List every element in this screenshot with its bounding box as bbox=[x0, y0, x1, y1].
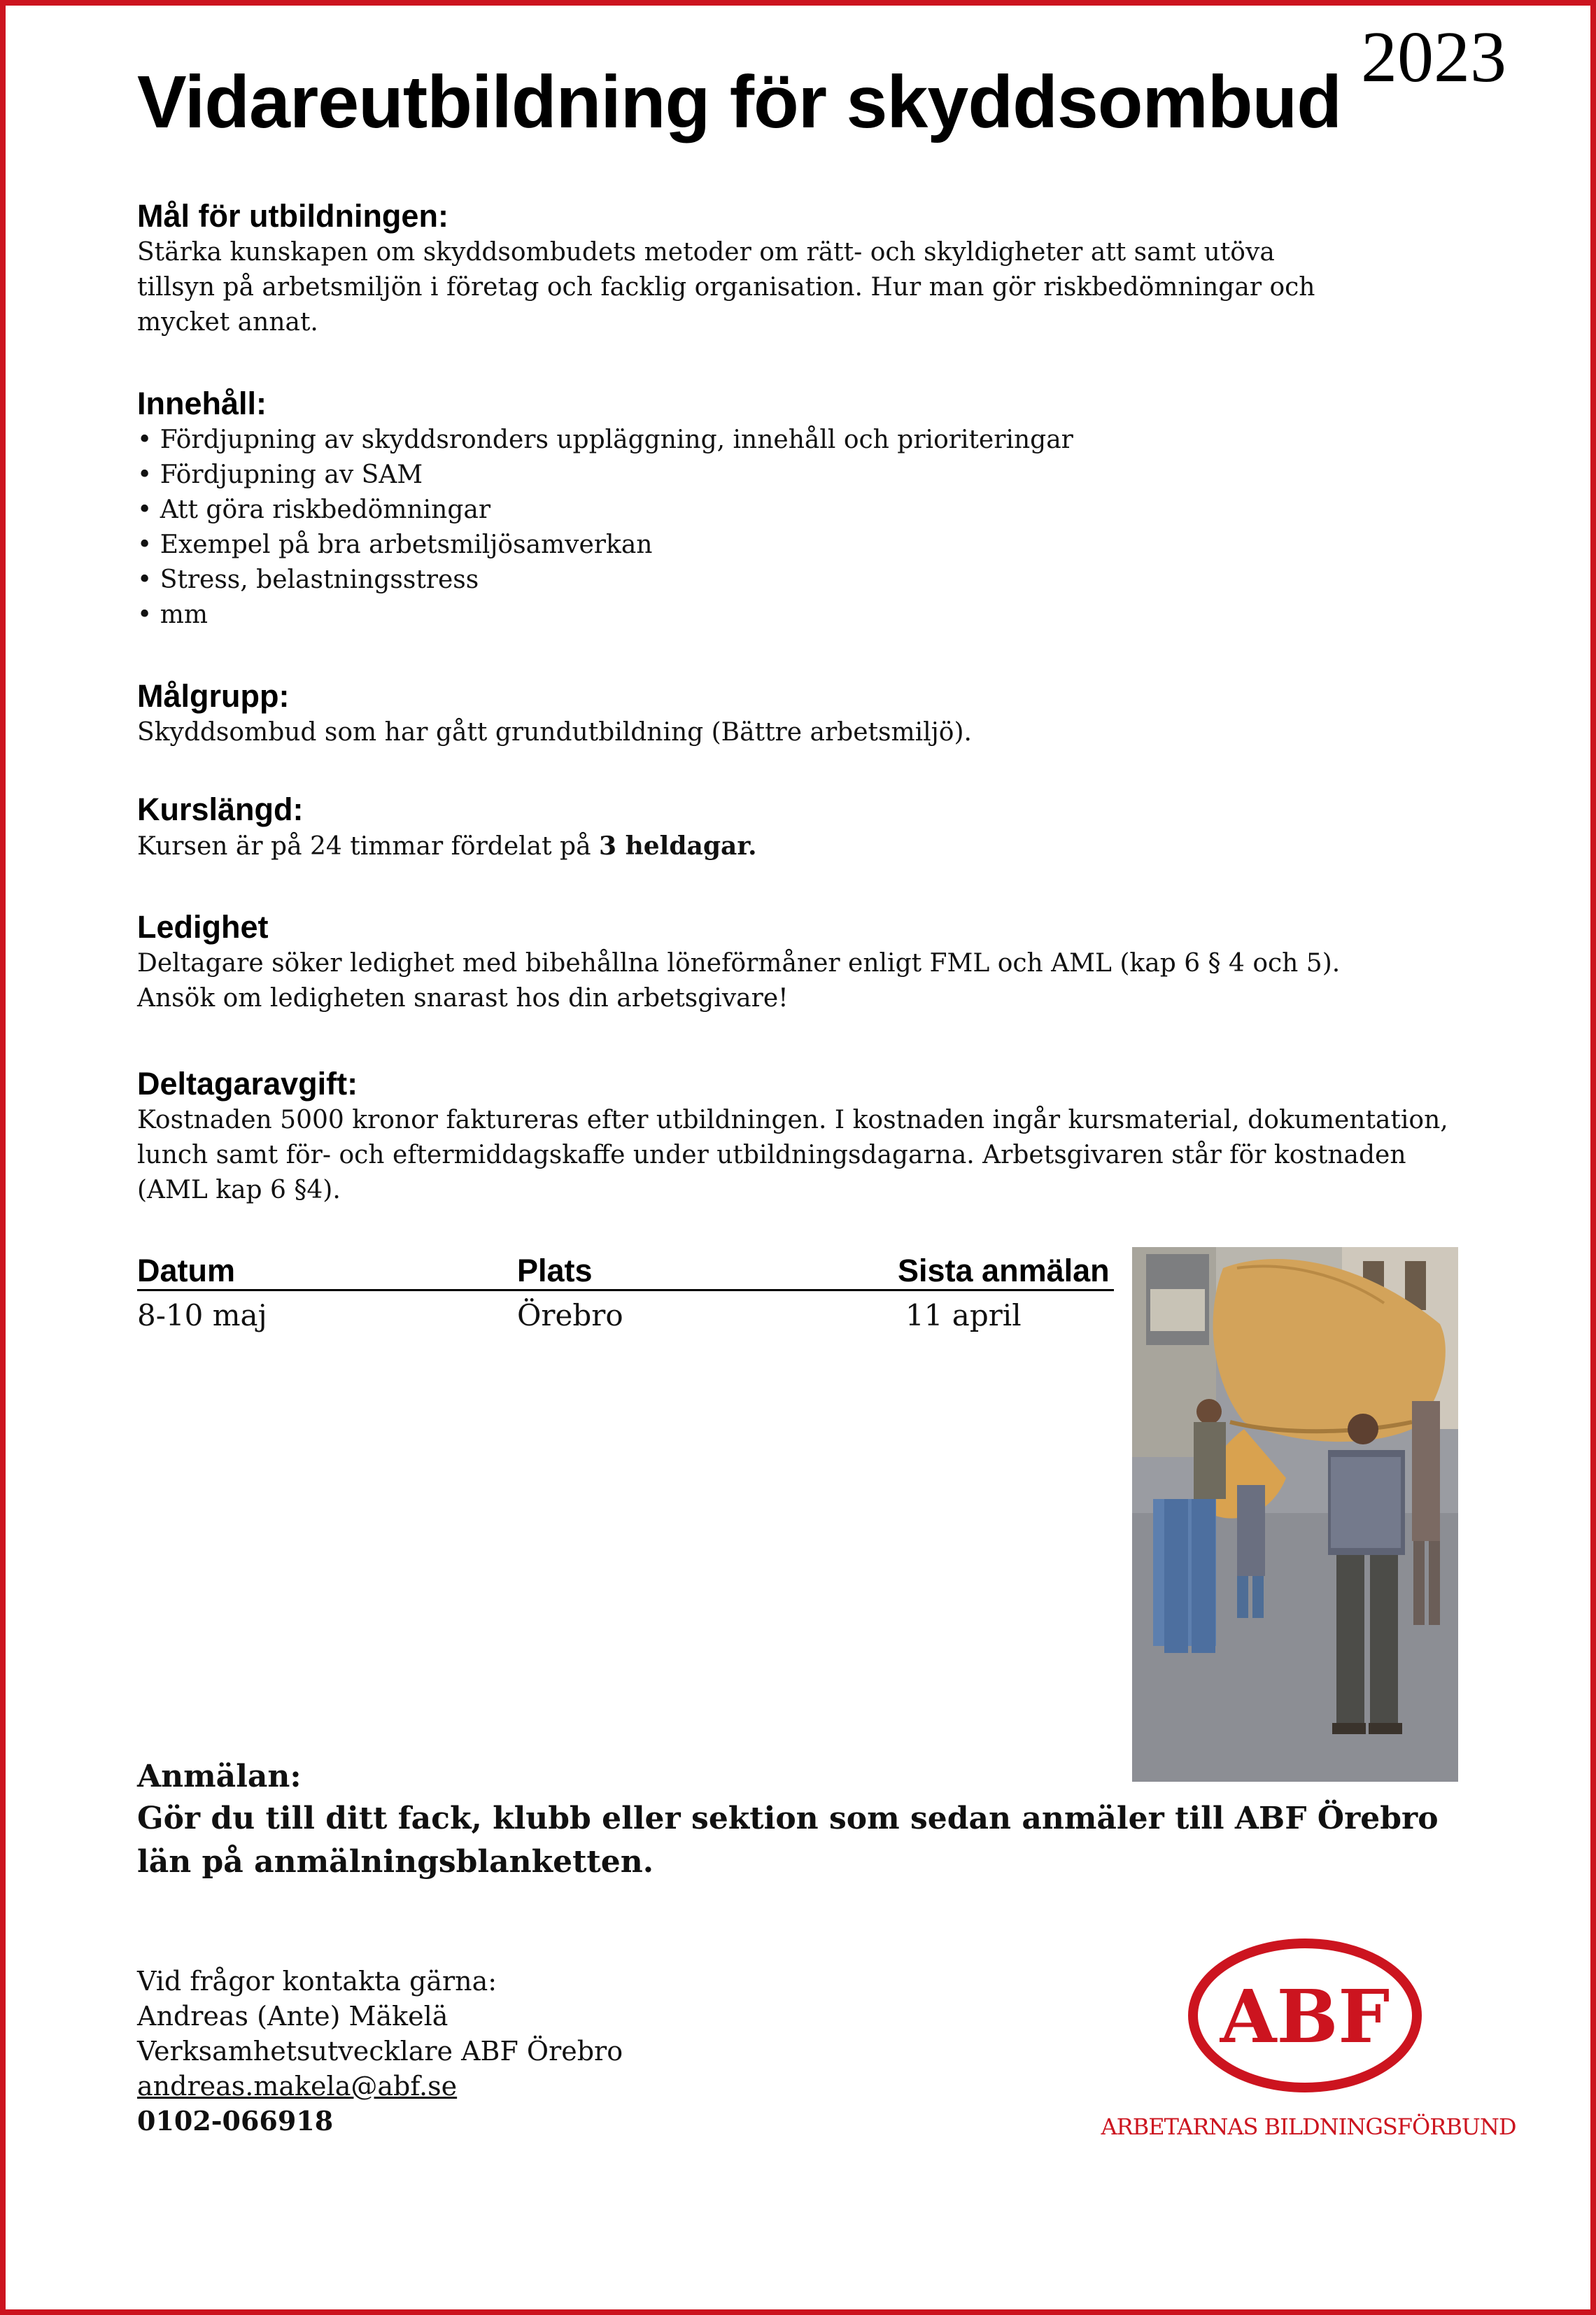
cell-place: Örebro bbox=[517, 1298, 623, 1332]
section-content bbox=[137, 385, 1467, 633]
contact-role: Verksamhetsutvecklare ABF Örebro bbox=[137, 2036, 623, 2067]
page-title: Vidareutbildning för skyddsombud bbox=[137, 61, 1342, 143]
cell-date: 8-10 maj bbox=[137, 1298, 267, 1332]
course-length-text: Kursen är på 24 timmar fördelat på bbox=[137, 832, 599, 861]
list-item: • mm bbox=[137, 598, 1467, 633]
section-target-group-heading: Målgrupp: bbox=[137, 678, 290, 714]
contact-email-link[interactable]: andreas.makela@abf.se bbox=[137, 2071, 458, 2102]
section-goal-text: Stärka kunskapen om skyddsombudets metoder om rätt- och skyldigheter att samt utöva tillsyn på arbetsmiljön i företag och facklig organisation. Hur man gör riskbedömningar och mycket annat. bbox=[137, 238, 1315, 337]
registration-text: Gör du till ditt fack, klubb eller sektion som sedan anmäler till ABF Örebro län på anmälningsblanketten. bbox=[137, 1801, 1439, 1880]
year-label: 2023 bbox=[1361, 17, 1506, 97]
list-item: • Exempel på bra arbetsmiljösamverkan bbox=[137, 528, 1467, 563]
section-target-group-text: Skyddsombud som har gått grundutbildning (Bättre arbetsmiljö). bbox=[137, 718, 972, 747]
list-item: • Att göra riskbedömningar bbox=[137, 493, 1467, 528]
section-fee-heading: Deltagaravgift: bbox=[137, 1066, 358, 1102]
column-header-place: Plats bbox=[517, 1253, 593, 1288]
content-list bbox=[137, 423, 1467, 633]
section-leave-text: Deltagare söker ledighet med bibehållna löneförmåner enligt FML och AML (kap 6 § 4 och 5). Ansök om ledigheten snarast hos din arbetsgivare! bbox=[137, 949, 1341, 1013]
section-goal bbox=[137, 197, 1327, 340]
logo-tagline: ARBETARNAS BILDNINGSFÖRBUND bbox=[1101, 2113, 1516, 2140]
section-course-length bbox=[137, 791, 1467, 864]
list-item: • Fördjupning av SAM bbox=[137, 458, 1467, 493]
cell-deadline: 11 april bbox=[905, 1298, 1022, 1332]
section-course-length-text bbox=[137, 829, 1467, 864]
registration-heading: Anmälan: bbox=[137, 1759, 302, 1794]
section-content-heading: Innehåll: bbox=[137, 386, 267, 421]
section-leave-heading: Ledighet bbox=[137, 909, 269, 945]
porter-photo bbox=[1132, 1247, 1458, 1782]
course-length-days: 3 heldagar. bbox=[599, 831, 757, 861]
section-target-group bbox=[137, 677, 1467, 750]
table-row bbox=[137, 1291, 1114, 1340]
contact-phone: 0102-066918 bbox=[137, 2105, 334, 2137]
section-goal-heading: Mål för utbildningen: bbox=[137, 198, 449, 234]
schedule-table bbox=[137, 1253, 1114, 1340]
registration-section bbox=[137, 1757, 1481, 1884]
schedule-header bbox=[137, 1253, 1114, 1291]
list-item: • Stress, belastningsstress bbox=[137, 563, 1467, 598]
column-header-deadline: Sista anmälan bbox=[898, 1253, 1110, 1288]
contact-intro: Vid frågor kontakta gärna: bbox=[137, 1966, 497, 1997]
logo-text: ABF bbox=[1220, 1973, 1390, 2060]
section-fee-text: Kostnaden 5000 kronor faktureras efter utbildningen. I kostnaden ingår kursmaterial, dokumentation, lunch samt för- och eftermiddagskaffe under utbildningsdagarna. Arbetsgivaren står för kostnaden (AML kap 6 §4). bbox=[137, 1106, 1448, 1204]
list-item: • Fördjupning av skyddsronders uppläggning, innehåll och prioriteringar bbox=[137, 423, 1467, 458]
column-header-date: Datum bbox=[137, 1253, 236, 1288]
contact-name: Andreas (Ante) Mäkelä bbox=[137, 2001, 449, 2032]
section-leave bbox=[137, 908, 1341, 1016]
contact-block bbox=[137, 1964, 623, 2139]
section-fee bbox=[137, 1065, 1467, 1208]
section-course-length-heading: Kurslängd: bbox=[137, 791, 304, 827]
